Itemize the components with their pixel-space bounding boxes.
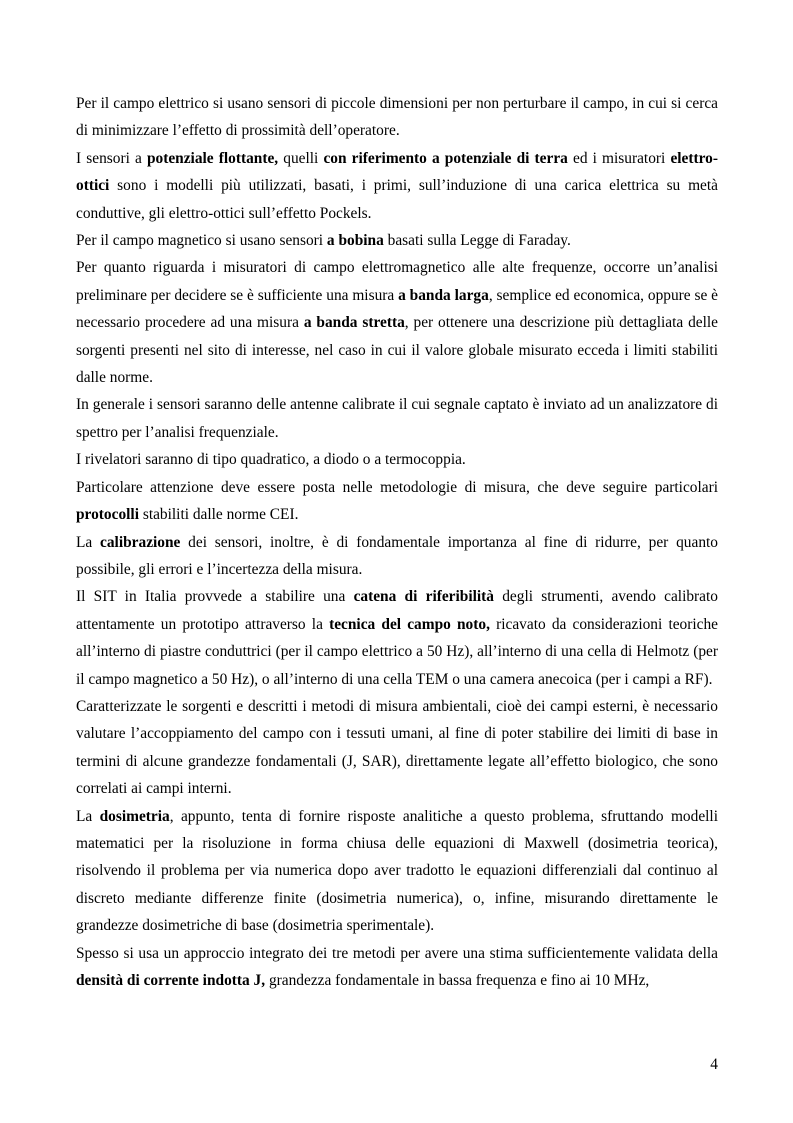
text-run: grandezza fondamentale in bassa frequenza e fino ai 10 MHz, (265, 972, 650, 989)
text-run: basati sulla Legge di Faraday. (383, 232, 571, 250)
bold-text: a bobina (326, 232, 384, 250)
paragraph (76, 803, 718, 940)
text-run: Particolare attenzione deve essere posta nelle metodologie di misura, che deve seguire particolari (76, 478, 718, 496)
text-run: dei sensori, inoltre, è di fondamentale importanza al fine di ridurre, per quanto possibile, gli errori e l’incertezza della misura. (76, 533, 718, 578)
text-run: Per il campo magnetico si usano sensori (76, 232, 327, 250)
text-run: , appunto, tenta di fornire risposte analitiche a questo problema, sfruttando modelli matematici per la risoluzione in forma chiusa delle equazioni di Maxwell (dosimetria teorica), risolvendo il problema per via numerica dopo aver tradotto le equazioni differenziali dal continuo al discreto mediante differenze finite (dosimetria numerica), o, infine, misurando direttamente le grandezze dosimetriche di base (dosimetria sperimentale). (76, 807, 718, 935)
text-run: Spesso si usa un approccio integrato dei tre metodi per avere una stima sufficientemente validata della (76, 944, 718, 962)
text-run: sono i modelli più utilizzati, basati, i primi, sull’induzione di una carica elettrica su metà conduttive, gli elettro-ottici sull’effetto Pockels. (76, 177, 718, 222)
text-run: Il SIT in Italia provvede a stabilire una (76, 588, 354, 606)
bold-text: a banda larga (398, 286, 489, 304)
paragraph (76, 391, 718, 446)
text-run: In generale i sensori saranno delle antenne calibrate il cui segnale captato è inviato ad un analizzatore di spettro per l’analisi frequenziale. (76, 396, 718, 441)
text-run: , per ottenere una descrizione più dettagliata delle sorgenti presenti nel sito di interesse, nel caso in cui il valore globale misurato ecceda i limiti stabiliti dalle norme. (76, 314, 719, 387)
paragraph (76, 145, 718, 227)
text-run: stabiliti dalle norme CEI. (138, 506, 299, 524)
text-run: I sensori a (76, 149, 147, 167)
bold-text: con riferimento a potenziale di terra (323, 149, 568, 167)
bold-text: calibrazione (100, 533, 181, 551)
paragraph (76, 227, 718, 254)
text-run: La (76, 807, 100, 825)
paragraph (76, 583, 718, 693)
paragraph (76, 446, 718, 473)
bold-text: tecnica del campo noto, (329, 615, 490, 633)
text-run: , semplice ed economica, oppure se è necessario procedere ad una misura (76, 286, 719, 332)
paragraph (76, 529, 718, 584)
text-run: degli strumenti, avendo calibrato attentamente un prototipo attraverso la (76, 588, 718, 633)
text-run: Per il campo elettrico si usano sensori di piccole dimensioni per non perturbare il campo, in cui si cerca di minimizzare l’effetto di prossimità dell’operatore. (76, 95, 718, 140)
text-run: ed i misuratori (567, 149, 671, 167)
bold-text: potenziale flottante, (146, 149, 279, 167)
bold-text: catena di riferibilità (353, 588, 494, 606)
paragraph (76, 90, 718, 145)
paragraph (76, 474, 718, 529)
text-run: ricavato da considerazioni teoriche all’interno di piastre conduttrici (per il campo elettrico a 50 Hz), all’interno di una cella di Helmotz (per il campo magnetico a 50 Hz), o all’interno di una cella TEM o una camera anecoica (per i campi a RF). (76, 615, 719, 688)
page-number: 4 (710, 1056, 718, 1073)
bold-text: dosimetria (99, 807, 170, 825)
text-run: Caratterizzate le sorgenti e descritti i metodi di misura ambientali, cioè dei campi esterni, è necessario valutare l’accoppiamento del campo con i tessuti umani, al fine di poter stabilire dei limiti di base in termini di alcune grandezze fondamentali (J, SAR), direttamente legate all’effetto biologico, che sono correlati ai campi interni. (76, 697, 718, 798)
paragraph (76, 940, 718, 995)
paragraph (76, 254, 718, 391)
text-run: quelli (278, 149, 324, 167)
page-body (76, 90, 718, 994)
bold-text: a banda stretta (303, 314, 405, 332)
bold-text: protocolli (76, 506, 139, 524)
bold-text: densità di corrente indotta J, (76, 972, 266, 989)
text-run: Per quanto riguarda i misuratori di campo elettromagnetico alle alte frequenze, occorre un’analisi preliminare per decidere se è sufficiente una misura (76, 259, 718, 304)
paragraph (76, 693, 718, 803)
text-run: I rivelatori saranno di tipo quadratico, a diodo o a termocoppia. (76, 451, 466, 469)
text-run: La (76, 533, 101, 551)
bold-text: elettro-ottici (76, 149, 718, 195)
